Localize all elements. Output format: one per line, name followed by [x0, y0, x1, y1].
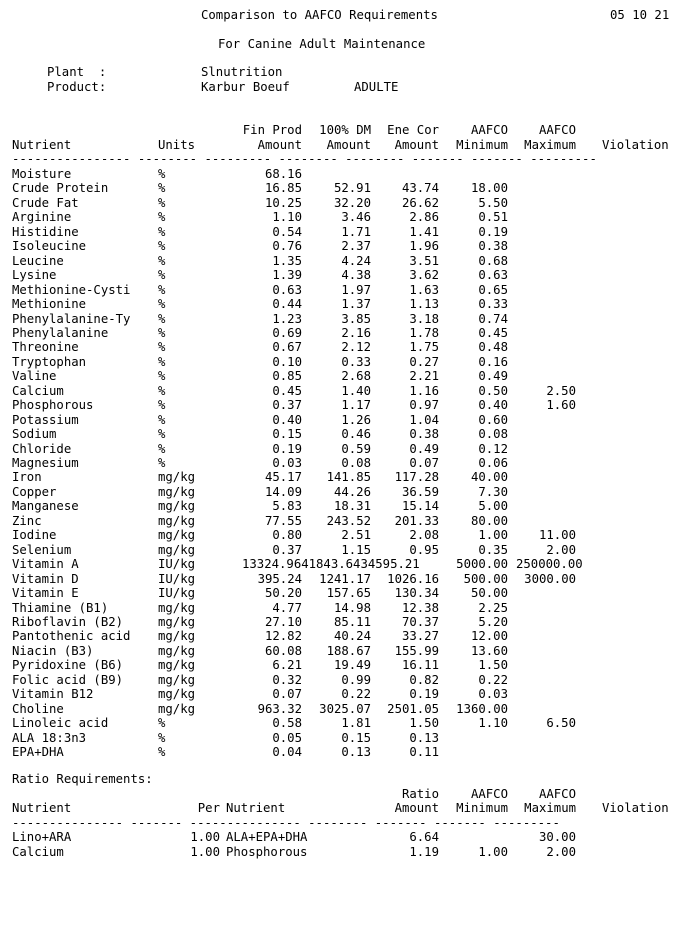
cell-min: 0.16 — [478, 354, 508, 369]
cell-fin-prod: 0.85 — [272, 369, 302, 384]
cell-units: % — [158, 354, 166, 369]
plant-value: Slnutrition — [201, 65, 283, 79]
cell-nutrient: EPA+DHA — [12, 745, 64, 759]
cell-fin-prod: 0.10 — [272, 354, 302, 369]
cell-nutrient: Moisture — [12, 167, 72, 181]
cell-nutrient: Magnesium — [12, 456, 79, 470]
ratio-cell-nutrient2: Phosphorous — [226, 845, 308, 859]
cell-max: 6.50 — [546, 716, 576, 731]
cell-units: mg/kg — [158, 499, 196, 514]
cell-fin-prod: 1.23 — [272, 311, 302, 326]
cell-nutrient: Histidine — [12, 224, 79, 239]
cell-dm: 157.65 — [326, 586, 371, 600]
ratio-cell-amount: 6.64 — [409, 830, 439, 844]
cell-ene: 0.11 — [409, 745, 439, 759]
ratio-cell-nutrient: Calcium — [12, 845, 64, 859]
ratio-col-nutrient2: Nutrient — [226, 801, 286, 815]
col-min: Minimum — [456, 138, 508, 152]
cell-fin-prod: 0.07 — [272, 687, 302, 702]
ratio-col-per: Per — [197, 801, 220, 815]
cell-nutrient: Valine — [12, 369, 57, 384]
cell-dm: 0.22 — [341, 687, 371, 702]
cell-units: mg/kg — [158, 484, 196, 499]
cell-min: 0.06 — [478, 456, 508, 470]
cell-units: % — [158, 369, 166, 384]
ratio-col-ratio: Amount — [394, 801, 439, 815]
cell-nutrient: Iron — [12, 470, 42, 485]
cell-dm: 4.38 — [341, 268, 371, 283]
ratio-col-max-top: AAFCO — [538, 787, 576, 801]
cell-ene: 3.62 — [409, 268, 439, 283]
cell-fin-prod: 16.85 — [264, 181, 302, 196]
cell-fin-prod: 0.54 — [272, 224, 302, 239]
cell-min: 0.60 — [478, 412, 508, 427]
cell-units: mg/kg — [158, 528, 196, 543]
cell-nutrient: Manganese — [12, 499, 79, 514]
plant-line — [12, 65, 283, 79]
cell-min: 0.45 — [478, 325, 508, 340]
cell-dm: 2.12 — [341, 340, 371, 355]
col-fin-prod: Amount — [257, 138, 302, 152]
cell-units: mg/kg — [158, 643, 196, 658]
cell-fin-prod: 10.25 — [264, 195, 302, 210]
cell-dm: 1.37 — [341, 297, 371, 311]
cell-fin-prod: 4.77 — [272, 600, 302, 615]
cell-fin-prod: 1.10 — [272, 210, 302, 225]
cell-units: % — [158, 297, 166, 311]
cell-min: 0.38 — [478, 239, 508, 254]
cell-ene: 26.62 — [401, 195, 439, 210]
cell-nutrient: Niacin (B3) — [12, 643, 94, 658]
cell-min: 0.08 — [478, 427, 508, 442]
cell-dm: 4.24 — [341, 253, 371, 268]
cell-min: 500.00 — [463, 571, 508, 586]
cell-dm: 14.98 — [333, 600, 371, 615]
cell-dm: 1.17 — [341, 398, 371, 413]
cell-ene: 16.11 — [401, 658, 439, 673]
cell-fin-prod: 0.44 — [272, 297, 302, 311]
cell-units: mg/kg — [158, 600, 196, 615]
cell-nutrient: Phenylalanine — [12, 325, 109, 340]
cell-nutrient: Selenium — [12, 542, 72, 557]
cell-ene: 1.41 — [409, 224, 439, 239]
table-header-row-1 — [12, 123, 576, 137]
cell-units: % — [158, 412, 166, 427]
col-nutrient: Nutrient — [12, 138, 72, 152]
cell-ene: 1.16 — [409, 383, 439, 398]
cell-dm: 52.91 — [333, 181, 371, 196]
product-line — [12, 80, 399, 94]
cell-min: 50.00 — [470, 586, 508, 600]
cell-min: 0.35 — [478, 542, 508, 557]
ratio-cell-per: 1.00 — [190, 845, 220, 859]
cell-fin-prod: 0.63 — [272, 282, 302, 297]
cell-units: % — [158, 268, 166, 283]
cell-ene: 1.96 — [409, 239, 439, 254]
report-title-line — [12, 8, 670, 22]
cell-min: 80.00 — [470, 513, 508, 528]
cell-fin-prod: 0.37 — [272, 542, 302, 557]
ratio-col-ratio-top: Ratio — [401, 787, 439, 801]
cell-nutrient: Lysine — [12, 268, 57, 283]
cell-ene: 0.97 — [409, 398, 439, 413]
plant-label: Plant : — [47, 65, 107, 79]
cell-fin-prod: 1.39 — [272, 268, 302, 283]
cell-nutrient: Choline — [12, 701, 64, 716]
product-extra: ADULTE — [354, 80, 399, 94]
cell-ene: 2.21 — [409, 369, 439, 384]
cell-units: IU/kg — [158, 557, 196, 572]
cell-ene: 0.95 — [409, 542, 439, 557]
cell-min: 1.10 — [478, 716, 508, 731]
cell-min: 7.30 — [478, 484, 508, 499]
cell-units: % — [158, 456, 166, 470]
cell-dm: 2.16 — [341, 325, 371, 340]
cell-dm: 85.11 — [333, 615, 371, 629]
cell-units: mg/kg — [158, 513, 196, 528]
cell-max: 11.00 — [538, 528, 576, 543]
cell-ene: 1.13 — [409, 297, 439, 311]
cell-dm: 40.24 — [333, 629, 371, 644]
cell-ene: 117.28 — [394, 470, 439, 485]
cell-units: mg/kg — [158, 658, 196, 673]
cell-dm: 32.20 — [333, 195, 371, 210]
cell-fin-prod: 12.82 — [264, 629, 302, 644]
col-max-top: AAFCO — [538, 123, 576, 137]
cell-ene: 0.38 — [409, 427, 439, 442]
ratio-rule: --------------- ------- --------------- -------- ------- ------- --------- — [12, 816, 560, 830]
cell-max: 1.60 — [546, 398, 576, 413]
cell-units: mg/kg — [158, 701, 196, 716]
cell-units: % — [158, 383, 166, 398]
cell-ene: 36.59 — [401, 484, 439, 499]
cell-nutrient: ALA 18:3n3 — [12, 730, 87, 745]
cell-fin-prod: 14.09 — [264, 484, 302, 499]
cell-nutrient: Riboflavin (B2) — [12, 615, 124, 629]
cell-fin-prod: 0.45 — [272, 383, 302, 398]
cell-ene: 1.78 — [409, 325, 439, 340]
cell-min: 13.60 — [470, 643, 508, 658]
cell-ene: 33.27 — [401, 629, 439, 644]
cell-nutrient: Isoleucine — [12, 239, 87, 254]
cell-fin-prod: 0.15 — [272, 427, 302, 442]
cell-fin-prod: 0.05 — [272, 730, 302, 745]
cell-dm: 18.31 — [333, 499, 371, 514]
cell-fin-prod: 1.35 — [272, 253, 302, 268]
cell-nutrient: Crude Protein — [12, 181, 109, 196]
product-label: Product: — [47, 80, 107, 94]
cell-units: mg/kg — [158, 470, 196, 485]
col-dm-top: 100% DM — [319, 123, 371, 137]
cell-units: % — [158, 745, 166, 759]
ratio-cell-nutrient: Lino+ARA — [12, 830, 72, 844]
cell-nutrient: Phosphorous — [12, 398, 94, 413]
cell-nutrient: Pyridoxine (B6) — [12, 658, 124, 673]
cell-min: 5000.00 — [456, 557, 508, 572]
ratio-col-min: Minimum — [456, 801, 508, 815]
col-ene: Amount — [394, 138, 439, 152]
cell-dm: 1.15 — [341, 542, 371, 557]
cell-min: 0.49 — [478, 369, 508, 384]
cell-dm: 1241.17 — [319, 571, 371, 586]
product-value: Karbur Boeuf — [201, 80, 290, 94]
cell-min: 0.19 — [478, 224, 508, 239]
cell-dm: 2.68 — [341, 369, 371, 384]
cell-nutrient: Vitamin E — [12, 586, 79, 600]
ratio-title: Ratio Requirements: — [12, 772, 153, 786]
cell-nutrient: Tryptophan — [12, 354, 87, 369]
cell-units: % — [158, 398, 166, 413]
cell-units: % — [158, 253, 166, 268]
cell-ene: 3.51 — [409, 253, 439, 268]
cell-nutrient: Vitamin A — [12, 557, 79, 572]
cell-max: 2.50 — [546, 383, 576, 398]
ratio-cell-amount: 1.19 — [409, 845, 439, 859]
cell-ene: 1026.16 — [387, 571, 439, 586]
cell-min: 1.00 — [478, 528, 508, 543]
cell-fin-prod: 0.58 — [272, 716, 302, 731]
cell-dm: 19.49 — [333, 658, 371, 673]
cell-nutrient: Vitamin B12 — [12, 687, 94, 702]
cell-dm: 243.52 — [326, 513, 371, 528]
cell-nutrient: Threonine — [12, 340, 79, 355]
cell-units: IU/kg — [158, 586, 196, 600]
cell-min: 18.00 — [470, 181, 508, 196]
cell-fin-prod: 0.03 — [272, 456, 302, 470]
cell-units: % — [158, 210, 166, 225]
col-ene-top: Ene Cor — [387, 123, 439, 137]
cell-fin-prod: 50.20 — [264, 586, 302, 600]
ratio-col-violation: Violation — [602, 801, 669, 815]
cell-units: IU/kg — [158, 571, 196, 586]
cell-min: 2.25 — [478, 600, 508, 615]
report-subtitle: For Canine Adult Maintenance — [218, 37, 426, 51]
cell-nutrient: Leucine — [12, 253, 64, 268]
cell-min: 5.00 — [478, 499, 508, 514]
cell-units: mg/kg — [158, 687, 196, 702]
cell-ene: 0.19 — [409, 687, 439, 702]
cell-nutrient: Copper — [12, 484, 57, 499]
cell-max: 3000.00 — [524, 571, 576, 586]
cell-ene: 0.07 — [409, 456, 439, 470]
cell-ene: 0.27 — [409, 354, 439, 369]
cell-min: 0.48 — [478, 340, 508, 355]
cell-ene: 1.04 — [409, 412, 439, 427]
cell-nutrient: Phenylalanine-Ty — [12, 311, 131, 326]
cell-ene: 3.18 — [409, 311, 439, 326]
cell-dm: 44.26 — [333, 484, 371, 499]
cell-fin-prod: 0.04 — [272, 745, 302, 759]
cell-min: 0.51 — [478, 210, 508, 225]
cell-min: 0.03 — [478, 687, 508, 702]
cell-units: % — [158, 282, 166, 297]
cell-dm: 1.26 — [341, 412, 371, 427]
cell-ene: 155.99 — [394, 643, 439, 658]
cell-dm: 0.08 — [341, 456, 371, 470]
cell-fin-prod: 0.19 — [272, 441, 302, 456]
ratio-header-row-2 — [12, 801, 669, 815]
cell-nutrient: Iodine — [12, 528, 57, 543]
cell-ene: 130.34 — [394, 586, 439, 600]
ratio-cell-nutrient2: ALA+EPA+DHA — [226, 830, 308, 844]
cell-min: 0.68 — [478, 253, 508, 268]
cell-nutrient: Linoleic acid — [12, 716, 109, 731]
cell-fin-prod: 0.37 — [272, 398, 302, 413]
cell-fin-prod: 0.76 — [272, 239, 302, 254]
cell-nutrient: Potassium — [12, 412, 79, 427]
cell-min: 12.00 — [470, 629, 508, 644]
cell-fin-prod: 27.10 — [264, 615, 302, 629]
cell-nutrient: Methionine — [12, 297, 87, 311]
cell-min: 0.40 — [478, 398, 508, 413]
cell-units: mg/kg — [158, 542, 196, 557]
cell-min: 0.65 — [478, 282, 508, 297]
cell-dm: 0.33 — [341, 354, 371, 369]
cell-min: 1.50 — [478, 658, 508, 673]
cell-min: 1360.00 — [456, 701, 508, 716]
col-fin-prod-top: Fin Prod — [242, 123, 302, 137]
cell-dm: 0.15 — [341, 730, 371, 745]
cell-units: mg/kg — [158, 672, 196, 687]
cell-units: % — [158, 730, 166, 745]
cell-units: % — [158, 167, 166, 181]
cell-units: % — [158, 311, 166, 326]
cell-ene: 1.63 — [409, 282, 439, 297]
cell-units: % — [158, 224, 166, 239]
cell-units: mg/kg — [158, 615, 196, 629]
cell-nutrient: Arginine — [12, 210, 72, 225]
cell-min: 0.63 — [478, 268, 508, 283]
cell-nutrient: Vitamin D — [12, 571, 79, 586]
cell-fin-prod: 13324.9641843.6434595.21 — [242, 557, 420, 572]
cell-units: % — [158, 441, 166, 456]
cell-fin-prod: 0.40 — [272, 412, 302, 427]
cell-dm: 1.40 — [341, 383, 371, 398]
cell-min: 0.33 — [478, 297, 508, 311]
ratio-cell-per: 1.00 — [190, 830, 220, 844]
cell-dm: 3025.07 — [319, 701, 371, 716]
ratio-cell-max: 2.00 — [546, 845, 576, 859]
ratio-header-row-1 — [12, 787, 576, 801]
cell-min: 40.00 — [470, 470, 508, 485]
cell-fin-prod: 963.32 — [257, 701, 302, 716]
cell-units: % — [158, 340, 166, 355]
cell-dm: 3.85 — [341, 311, 371, 326]
cell-fin-prod: 0.67 — [272, 340, 302, 355]
cell-units: mg/kg — [158, 629, 196, 644]
cell-fin-prod: 77.55 — [264, 513, 302, 528]
ratio-col-nutrient: Nutrient — [12, 801, 72, 815]
cell-fin-prod: 45.17 — [264, 470, 302, 485]
col-units: Units — [158, 138, 196, 152]
cell-nutrient: Pantothenic acid — [12, 629, 131, 644]
cell-max: 250000.00 — [516, 557, 583, 572]
cell-ene: 2.08 — [409, 528, 439, 543]
ratio-cell-max: 30.00 — [538, 830, 576, 844]
cell-dm: 0.46 — [341, 427, 371, 442]
cell-dm: 1.81 — [341, 716, 371, 731]
cell-dm: 0.99 — [341, 672, 371, 687]
cell-dm: 1.97 — [341, 282, 371, 297]
cell-min: 5.50 — [478, 195, 508, 210]
cell-units: % — [158, 181, 166, 196]
cell-fin-prod: 395.24 — [257, 571, 302, 586]
cell-fin-prod: 6.21 — [272, 658, 302, 673]
table-rule: ---------------- -------- --------- -------- -------- ------- ------- --------- — [12, 152, 597, 166]
cell-nutrient: Crude Fat — [12, 195, 79, 210]
cell-units: % — [158, 427, 166, 442]
cell-fin-prod: 0.32 — [272, 672, 302, 687]
table-header-row-2 — [12, 138, 669, 152]
cell-ene: 43.74 — [401, 181, 439, 196]
cell-ene: 2.86 — [409, 210, 439, 225]
cell-fin-prod: 5.83 — [272, 499, 302, 514]
cell-ene: 201.33 — [394, 513, 439, 528]
cell-ene: 0.49 — [409, 441, 439, 456]
cell-min: 0.74 — [478, 311, 508, 326]
col-violation: Violation — [602, 138, 669, 152]
cell-nutrient: Folic acid (B9) — [12, 672, 124, 687]
cell-dm: 1.71 — [341, 224, 371, 239]
report-title: Comparison to AAFCO Requirements — [201, 8, 438, 22]
col-max: Maximum — [524, 138, 576, 152]
cell-dm: 0.13 — [341, 745, 371, 759]
cell-nutrient: Sodium — [12, 427, 57, 442]
col-dm: Amount — [326, 138, 371, 152]
cell-min: 0.12 — [478, 441, 508, 456]
report-date: 05 10 21 — [610, 8, 670, 22]
cell-dm: 2.37 — [341, 239, 371, 254]
cell-fin-prod: 0.69 — [272, 325, 302, 340]
cell-units: % — [158, 195, 166, 210]
cell-nutrient: Calcium — [12, 383, 64, 398]
cell-min: 0.50 — [478, 383, 508, 398]
cell-dm: 0.59 — [341, 441, 371, 456]
cell-ene: 70.37 — [401, 615, 439, 629]
cell-fin-prod: 0.80 — [272, 528, 302, 543]
cell-dm: 141.85 — [326, 470, 371, 485]
cell-ene: 1.75 — [409, 340, 439, 355]
cell-nutrient: Methionine-Cysti — [12, 282, 131, 297]
cell-nutrient: Thiamine (B1) — [12, 600, 109, 615]
cell-dm: 2.51 — [341, 528, 371, 543]
cell-units: % — [158, 239, 166, 254]
report-subtitle-line — [12, 37, 426, 51]
cell-ene: 1.50 — [409, 716, 439, 731]
cell-units: % — [158, 325, 166, 340]
cell-min: 5.20 — [478, 615, 508, 629]
cell-ene: 15.14 — [401, 499, 439, 514]
cell-ene: 12.38 — [401, 600, 439, 615]
cell-ene: 0.82 — [409, 672, 439, 687]
ratio-cell-min: 1.00 — [478, 845, 508, 859]
cell-dm: 188.67 — [326, 643, 371, 658]
cell-dm: 3.46 — [341, 210, 371, 225]
cell-nutrient: Chloride — [12, 441, 72, 456]
cell-min: 0.22 — [478, 672, 508, 687]
cell-ene: 0.13 — [409, 730, 439, 745]
ratio-col-min-top: AAFCO — [470, 787, 508, 801]
cell-fin-prod: 68.16 — [264, 167, 302, 181]
col-min-top: AAFCO — [470, 123, 508, 137]
cell-max: 2.00 — [546, 542, 576, 557]
cell-fin-prod: 60.08 — [264, 643, 302, 658]
cell-ene: 2501.05 — [387, 701, 439, 716]
ratio-col-max: Maximum — [524, 801, 576, 815]
cell-units: % — [158, 716, 166, 731]
cell-nutrient: Zinc — [12, 513, 42, 528]
